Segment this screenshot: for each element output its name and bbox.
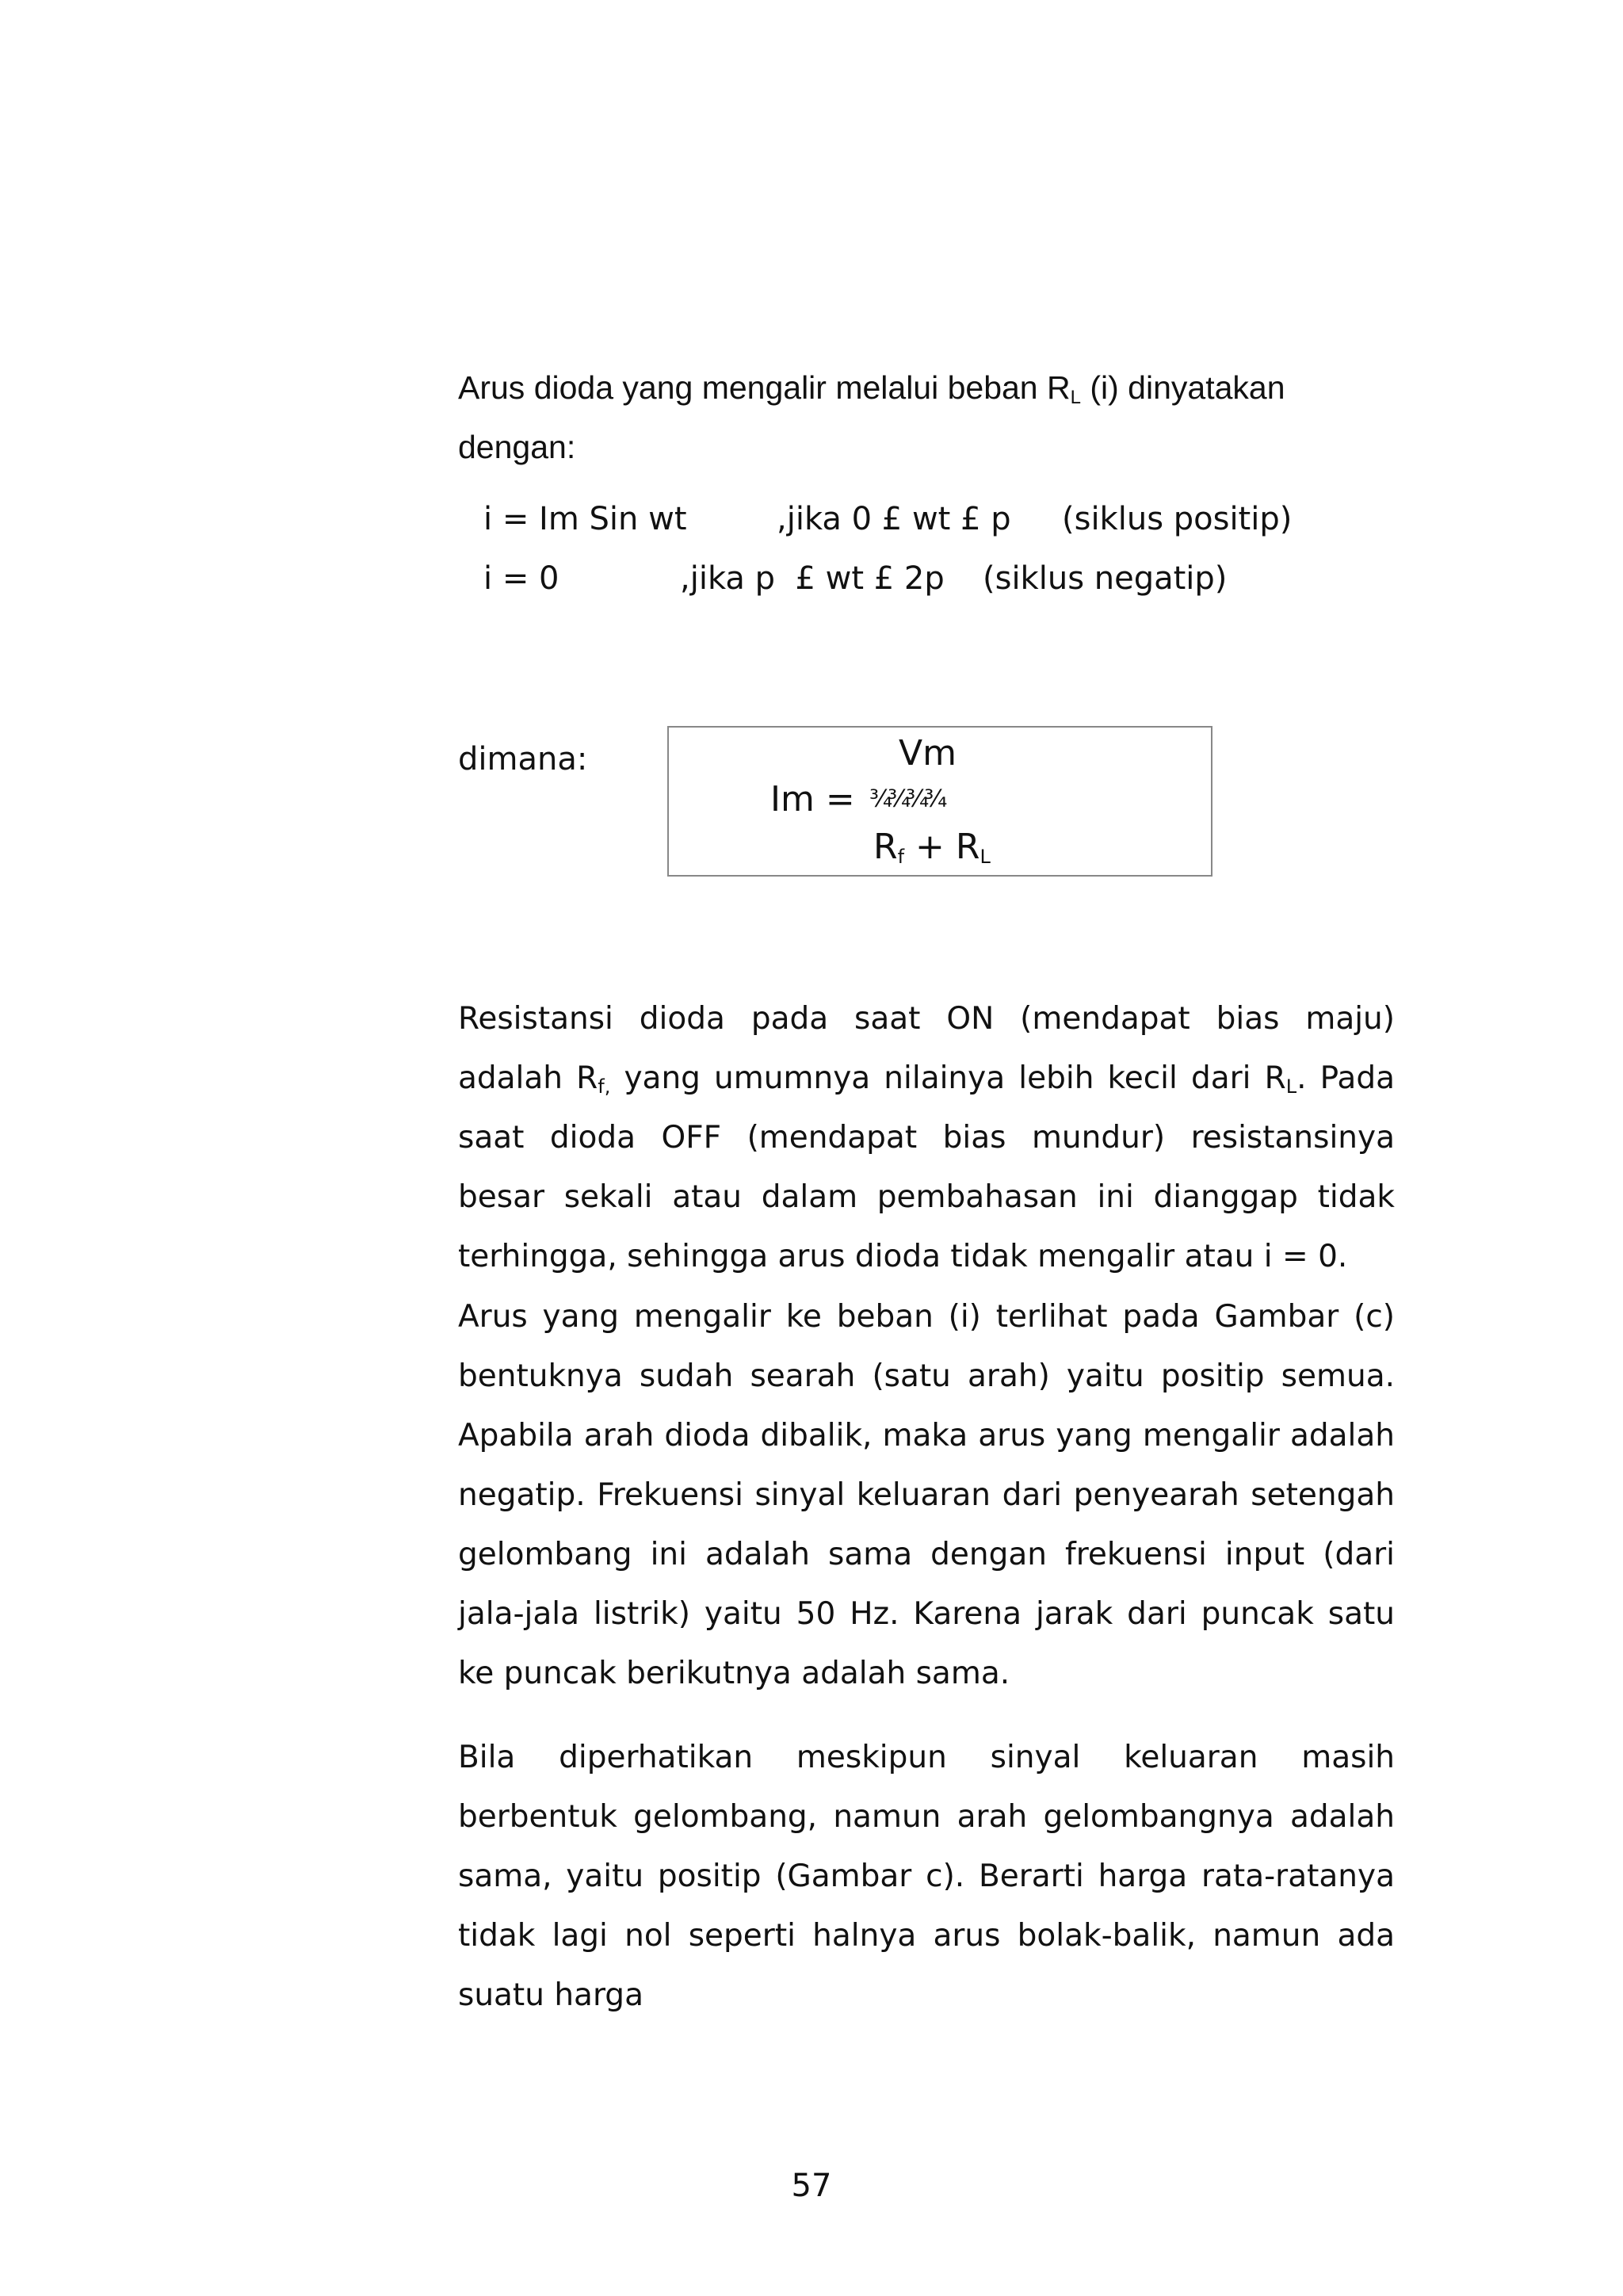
equation-1-condition: ,jika 0 £ wt £ p xyxy=(777,501,1011,537)
formula-label: dimana: xyxy=(458,741,588,777)
intro-paragraph xyxy=(458,358,1395,477)
equation-1-note: (siklus positip) xyxy=(1062,501,1293,537)
intro-line-1 xyxy=(458,358,1395,418)
page-number: 57 xyxy=(791,2168,832,2204)
p1-part-b: yang umumnya nilainya lebih kecil dari R xyxy=(610,1060,1286,1096)
equation-1-expression: i = Im Sin wt xyxy=(483,501,687,537)
paragraph-3 xyxy=(458,1728,1395,2025)
paragraph-2 xyxy=(458,1287,1395,1703)
p1-part-a: Resistansi dioda pada saat ON (mendapat bias maju) adalah R xyxy=(458,1001,1395,1096)
p1-part-c: . Pada saat dioda OFF (mendapat bias mundur) resistansinya besar sekali atau dalam pembahasan ini dianggap tidak terhingga, sehingga arus dioda tidak mengalir atau i = 0. xyxy=(458,1060,1395,1274)
intro-text xyxy=(458,358,1285,418)
equation-2-note: (siklus negatip) xyxy=(983,560,1228,597)
p1-subscript-f: f, xyxy=(598,1075,611,1098)
formula-numerator: Vm xyxy=(899,733,957,774)
equation-2-condition: ,jika p £ wt £ 2p xyxy=(680,560,945,597)
paragraph-1 xyxy=(458,989,1395,1286)
intro-text-post: (i) dinyatakan xyxy=(1080,369,1285,406)
paragraph-2-text: Arus yang mengalir ke beban (i) terlihat pada Gambar (c) bentuknya sudah searah (satu arah) yaitu positip semua. Apabila arah dioda dibalik, maka arus yang mengalir adalah negatip. Frekuensi sinyal keluaran dari penyearah setengah gelombang ini adalah sama dengan frekuensi input (dari jala-jala listrik) yaitu 50 Hz. Karena jarak dari puncak satu ke puncak berikutnya adalah sama. xyxy=(458,1299,1395,1691)
paragraph-1-text xyxy=(458,989,1395,1286)
paragraph-3-text: Bila diperhatikan meskipun sinyal keluaran masih berbentuk gelombang, namun arah gelombangnya adalah sama, yaitu positip (Gambar c). Berarti harga rata-ratanya tidak lagi nol seperti halnya arus bolak-balik, namun ada suatu harga xyxy=(458,1740,1395,2013)
denominator-sub-l: L xyxy=(980,846,991,868)
formula-denominator xyxy=(873,827,991,867)
formula-fraction-bar: ¾¾¾¾ xyxy=(869,785,943,813)
p1-subscript-l: L xyxy=(1285,1075,1297,1098)
equation-row-2 xyxy=(483,560,1228,743)
denominator-sub-f: f xyxy=(897,846,905,868)
formula-box xyxy=(667,726,1212,877)
denominator-plus-r: + R xyxy=(904,827,980,867)
equation-2-expression: i = 0 xyxy=(483,560,559,597)
intro-subscript: L xyxy=(1070,387,1081,408)
intro-text-pre: Arus dioda yang mengalir melalui beban R xyxy=(458,369,1071,406)
formula-lhs: Im = xyxy=(770,779,855,819)
denominator-r1: R xyxy=(873,827,898,867)
intro-line-2: dengan: xyxy=(458,429,576,465)
